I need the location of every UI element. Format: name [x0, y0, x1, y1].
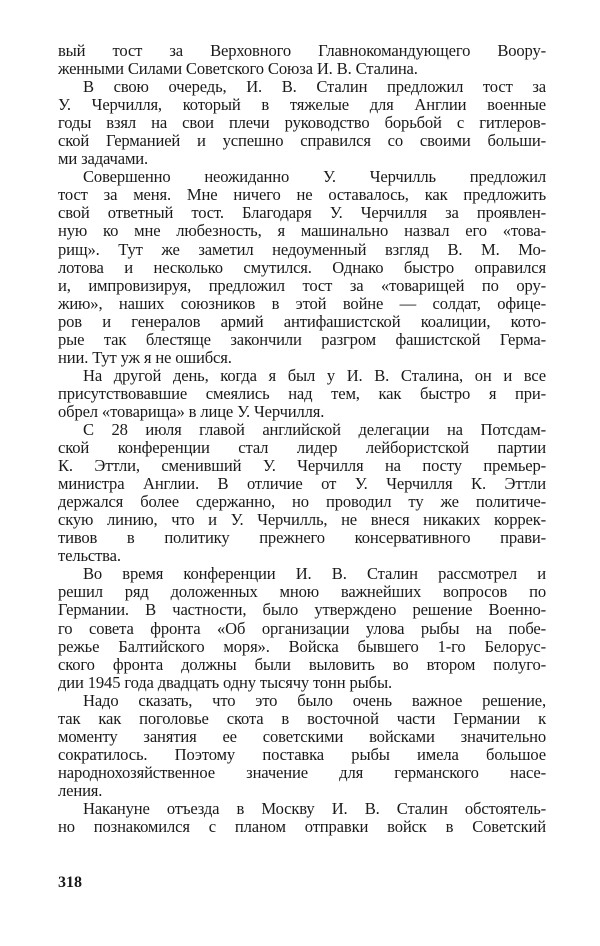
- text-line: тельства.: [58, 546, 121, 566]
- text-line: С 28 июля главой английской делегации на Потсдам-: [83, 419, 546, 439]
- paragraph: [58, 421, 546, 565]
- text-line: и, импровизируя, предложил тост за «товарищей по ору-: [58, 275, 546, 295]
- text-line: тост за меня. Мне ничего не оставалось, как предложить: [58, 185, 546, 205]
- text-line: Надо сказать, что это было очень важное решение,: [83, 690, 546, 710]
- text-line: тивов в политику прежнего консервативного прави-: [58, 528, 546, 548]
- text-line: го совета фронта «Об организации улова рыбы на побе-: [58, 618, 546, 638]
- text-line: лотова и несколько смутился. Однако быстро оправился: [58, 257, 546, 277]
- text-line: сократилось. Поэтому поставка рыбы имела большое: [58, 744, 546, 764]
- text-line: Германии. В частности, было утверждено решение Военно-: [58, 600, 546, 620]
- text-line: министра Англии. В отличие от У. Черчилля К. Эттли: [58, 474, 546, 494]
- text-line: так как поголовье скота в восточной части Германии к: [58, 708, 546, 728]
- text-line: У. Черчилля, который в тяжелые для Англии военные: [58, 95, 546, 115]
- text-line: народнохозяйственное значение для германского насе-: [58, 762, 546, 782]
- text-line: ской Германией и успешно справился со своими больши-: [58, 131, 546, 151]
- text-line: нии. Тут уж я не ошибся.: [58, 347, 232, 367]
- text-line: дии 1945 года двадцать одну тысячу тонн рыбы.: [58, 672, 392, 692]
- text-line: присутствовавшие смеялись над тем, как быстро я при-: [58, 383, 546, 403]
- text-line: рищ». Тут же заметил недоуменный взгляд В. М. Мо-: [58, 239, 546, 259]
- text-line: Совершенно неожиданно У. Черчилль предложил: [83, 167, 546, 187]
- paragraph: [58, 692, 546, 800]
- text-line: В свою очередь, И. В. Сталин предложил тост за: [83, 77, 546, 97]
- text-line: свой ответный тост. Благодаря У. Черчилля за проявлен-: [58, 203, 546, 223]
- text-line: режье Балтийского моря». Войска бывшего 1-го Белорус-: [58, 636, 546, 656]
- text-line: ную ко мне любезность, я машинально назвал его «това-: [58, 221, 546, 241]
- paragraph: [58, 168, 546, 367]
- text-line: жию», наших союзников в этой войне — солдат, офице-: [58, 293, 546, 313]
- text-line: женными Силами Советского Союза И. В. Сталина.: [58, 59, 418, 79]
- text-line: но познакомился с планом отправки войск в Советский: [58, 817, 546, 837]
- text-line: рые так блестяще закончили разгром фашистской Герма-: [58, 329, 546, 349]
- paragraph: [58, 565, 546, 691]
- text-line: решил ряд доложенных мною важнейших вопросов по: [58, 582, 546, 602]
- text-line: На другой день, когда я был у И. В. Сталина, он и все: [83, 365, 546, 385]
- text-line: моменту занятия ее советскими войсками значительно: [58, 726, 546, 746]
- paragraph: [58, 78, 546, 168]
- text-line: ского фронта должны были выловить во втором полуго-: [58, 654, 546, 674]
- paragraph: [58, 42, 546, 78]
- text-line: ления.: [58, 780, 103, 800]
- text-line: К. Эттли, сменивший У. Черчилля на посту премьер-: [58, 456, 546, 476]
- text-line: скую линию, что и У. Черчилль, не внеся никаких коррек-: [58, 510, 546, 530]
- text-line: ми задачами.: [58, 149, 149, 169]
- paragraph: [58, 800, 546, 836]
- text-line: годы взял на свои плечи руководство борьбой с гитлеров-: [58, 113, 546, 133]
- text-line: держался более сдержанно, но проводил ту же политиче-: [58, 492, 546, 512]
- text-line: Накануне отъезда в Москву И. В. Сталин обстоятель-: [83, 798, 546, 818]
- page-number: 318: [58, 874, 82, 891]
- paragraph: [58, 367, 546, 421]
- text-line: ров и генералов армий антифашистской коалиции, кото-: [58, 311, 546, 331]
- text-line: вый тост за Верховного Главнокомандующего Воору-: [58, 41, 546, 60]
- text-line: ской конференции стал лидер лейбористской партии: [58, 438, 546, 458]
- text-line: Во время конференции И. В. Сталин рассмотрел и: [83, 564, 546, 584]
- text-line: обрел «товарища» в лице У. Черчилля.: [58, 401, 325, 421]
- page-body-text: [58, 42, 546, 836]
